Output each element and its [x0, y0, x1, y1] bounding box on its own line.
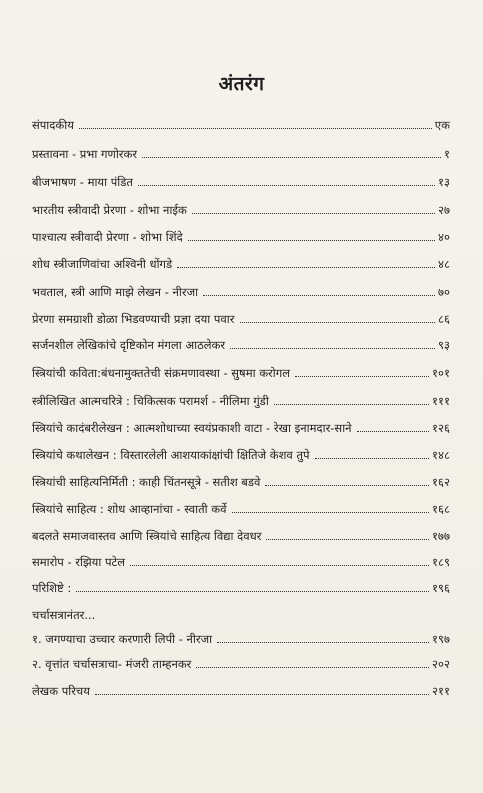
dot-leader: [177, 267, 435, 268]
toc-entry-label: प्रस्तावना - प्रभा गणोरकर: [32, 147, 138, 161]
toc-entry-label: स्त्रियांचे कादंबरीलेखन : आत्मशोधाच्या स्वयंप्रकाशी वाटा - रेखा इनामदार-साने: [32, 421, 352, 435]
toc-entry-label: भारतीय स्त्रीवादी प्रेरणा - शोभा नाईक: [32, 203, 187, 217]
dot-leader: [203, 295, 435, 296]
toc-entry-page: १८९: [432, 555, 450, 569]
toc-entry: [32, 577, 450, 595]
dot-leader: [192, 213, 435, 214]
dot-leader: [315, 458, 429, 459]
toc-entry-page: १२६: [432, 421, 450, 435]
dot-leader: [240, 322, 436, 323]
toc-entry: [32, 444, 450, 462]
dot-leader: [357, 431, 429, 432]
toc-entry: [32, 308, 450, 326]
dot-leader: [274, 404, 429, 405]
toc-entry-label: परिशिष्टे :: [32, 581, 72, 595]
toc-entry-page: १४८: [432, 448, 450, 462]
toc-entry-label: सर्जनशील लेखिकांचे दृष्टिकोन मंगला आठलेकर: [32, 338, 226, 352]
toc-entry-page: १०१: [432, 366, 450, 380]
toc-entry-label: स्त्रीलिखित आत्मचरित्रे : चिकित्सक परामर्श - नीलिमा गुंडी: [32, 394, 269, 408]
toc-entry-page: ४८: [438, 257, 450, 271]
toc-entry-label: चर्चासत्रानंतर...: [32, 608, 96, 622]
toc-entry-label: स्त्रियांचे साहित्य : शोध आव्हानांचा - स्वाती कर्वे: [32, 502, 227, 516]
dot-leader: [76, 591, 429, 592]
toc-entry-page: १६२: [432, 475, 450, 489]
dot-leader: [295, 376, 429, 377]
page-title: अंतरंग: [218, 73, 265, 95]
dot-leader: [130, 565, 429, 566]
toc-entry: [32, 417, 450, 435]
toc-entry: [32, 471, 450, 489]
toc-entry-page: २११: [432, 684, 450, 698]
dot-leader: [230, 348, 435, 349]
toc-entry-page: ७०: [438, 285, 450, 299]
toc-entry-page: एक: [434, 118, 450, 132]
toc-entry: [32, 253, 450, 271]
toc-entry: [32, 653, 450, 671]
toc-entry-page: १११: [432, 394, 450, 408]
toc-entry-label: स्त्रियांचे कथालेखन : विस्तारलेली आशयाकांक्षांची क्षितिजे केशव तुपे: [32, 448, 310, 462]
toc-entry-label: भवताल, स्त्री आणि माझे लेखन - नीरजा: [32, 285, 199, 299]
toc-entry-label: पाश्चात्य स्त्रीवादी प्रेरणा - शोभा शिंदे: [32, 230, 183, 244]
toc-entry: [32, 226, 450, 244]
toc-entry-label: संपादकीय: [32, 118, 74, 132]
toc-entry: [32, 525, 450, 543]
toc-entry-page: ८६: [438, 312, 450, 326]
dot-leader: [79, 128, 432, 129]
dot-leader: [217, 642, 429, 643]
toc-entry-page: १३: [438, 175, 450, 189]
dot-leader: [196, 667, 429, 668]
dot-leader: [265, 485, 429, 486]
toc-entry: [32, 114, 450, 132]
toc-entry-page: ४०: [438, 230, 450, 244]
toc-entry-page: २७: [438, 203, 450, 217]
toc-entry: [32, 628, 450, 646]
toc-entry: [32, 334, 450, 352]
dot-leader: [138, 185, 435, 186]
toc-entry: [32, 498, 450, 516]
toc-entry-page: १९७: [432, 632, 450, 646]
toc-section-heading: [32, 604, 450, 622]
dot-leader: [188, 240, 435, 241]
toc-entry: [32, 281, 450, 299]
toc-entry-label: प्रेरणा समग्राशी डोळा भिडवण्याची प्रज्ञा दया पवार: [32, 312, 235, 326]
toc-entry-label: लेखक परिचय: [32, 684, 90, 698]
toc-entry-label: बीजभाषण - माया पंडित: [32, 175, 133, 189]
toc-entry-page: १: [444, 147, 450, 161]
dot-leader: [95, 694, 429, 695]
toc-entry: [32, 143, 450, 161]
toc-entry: [32, 171, 450, 189]
toc-entry-page: २०२: [432, 657, 450, 671]
toc-entry-page: १६८: [432, 502, 450, 516]
toc-entry-label: बदलते समाजवास्तव आणि स्त्रियांचे साहित्य विद्या देवधर: [32, 529, 262, 543]
toc-entry-label: स्त्रियांची साहित्यनिर्मिती : काही चिंतनसूत्रे - सतीश बडवे: [32, 475, 261, 489]
toc-entry-label: २. वृत्तांत चर्चासत्राचा- मंजरी ताम्हनकर: [32, 657, 192, 671]
toc-entry: [32, 390, 450, 408]
toc-entry-label: शोध स्त्रीजाणिवांचा अश्विनी धोंगडे: [32, 257, 173, 271]
dot-leader: [142, 157, 441, 158]
dot-leader: [266, 539, 429, 540]
toc-entry: [32, 199, 450, 217]
toc-entry: [32, 680, 450, 698]
toc-entry-page: १७७: [432, 529, 450, 543]
toc-entry-label: १. जगण्याचा उच्चार करणारी लिपी - नीरजा: [32, 632, 213, 646]
toc-entry-page: ९३: [438, 338, 450, 352]
toc-entry: [32, 551, 450, 569]
toc-entry-page: १९६: [432, 581, 450, 595]
dot-leader: [232, 512, 430, 513]
toc-entry-label: स्त्रियांची कविता:बंधनामुक्ततेची संक्रमणावस्था - सुषमा करोगल: [32, 366, 291, 380]
toc-entry-label: समारोप - रझिया पटेल: [32, 555, 126, 569]
toc-entry: [32, 362, 450, 380]
